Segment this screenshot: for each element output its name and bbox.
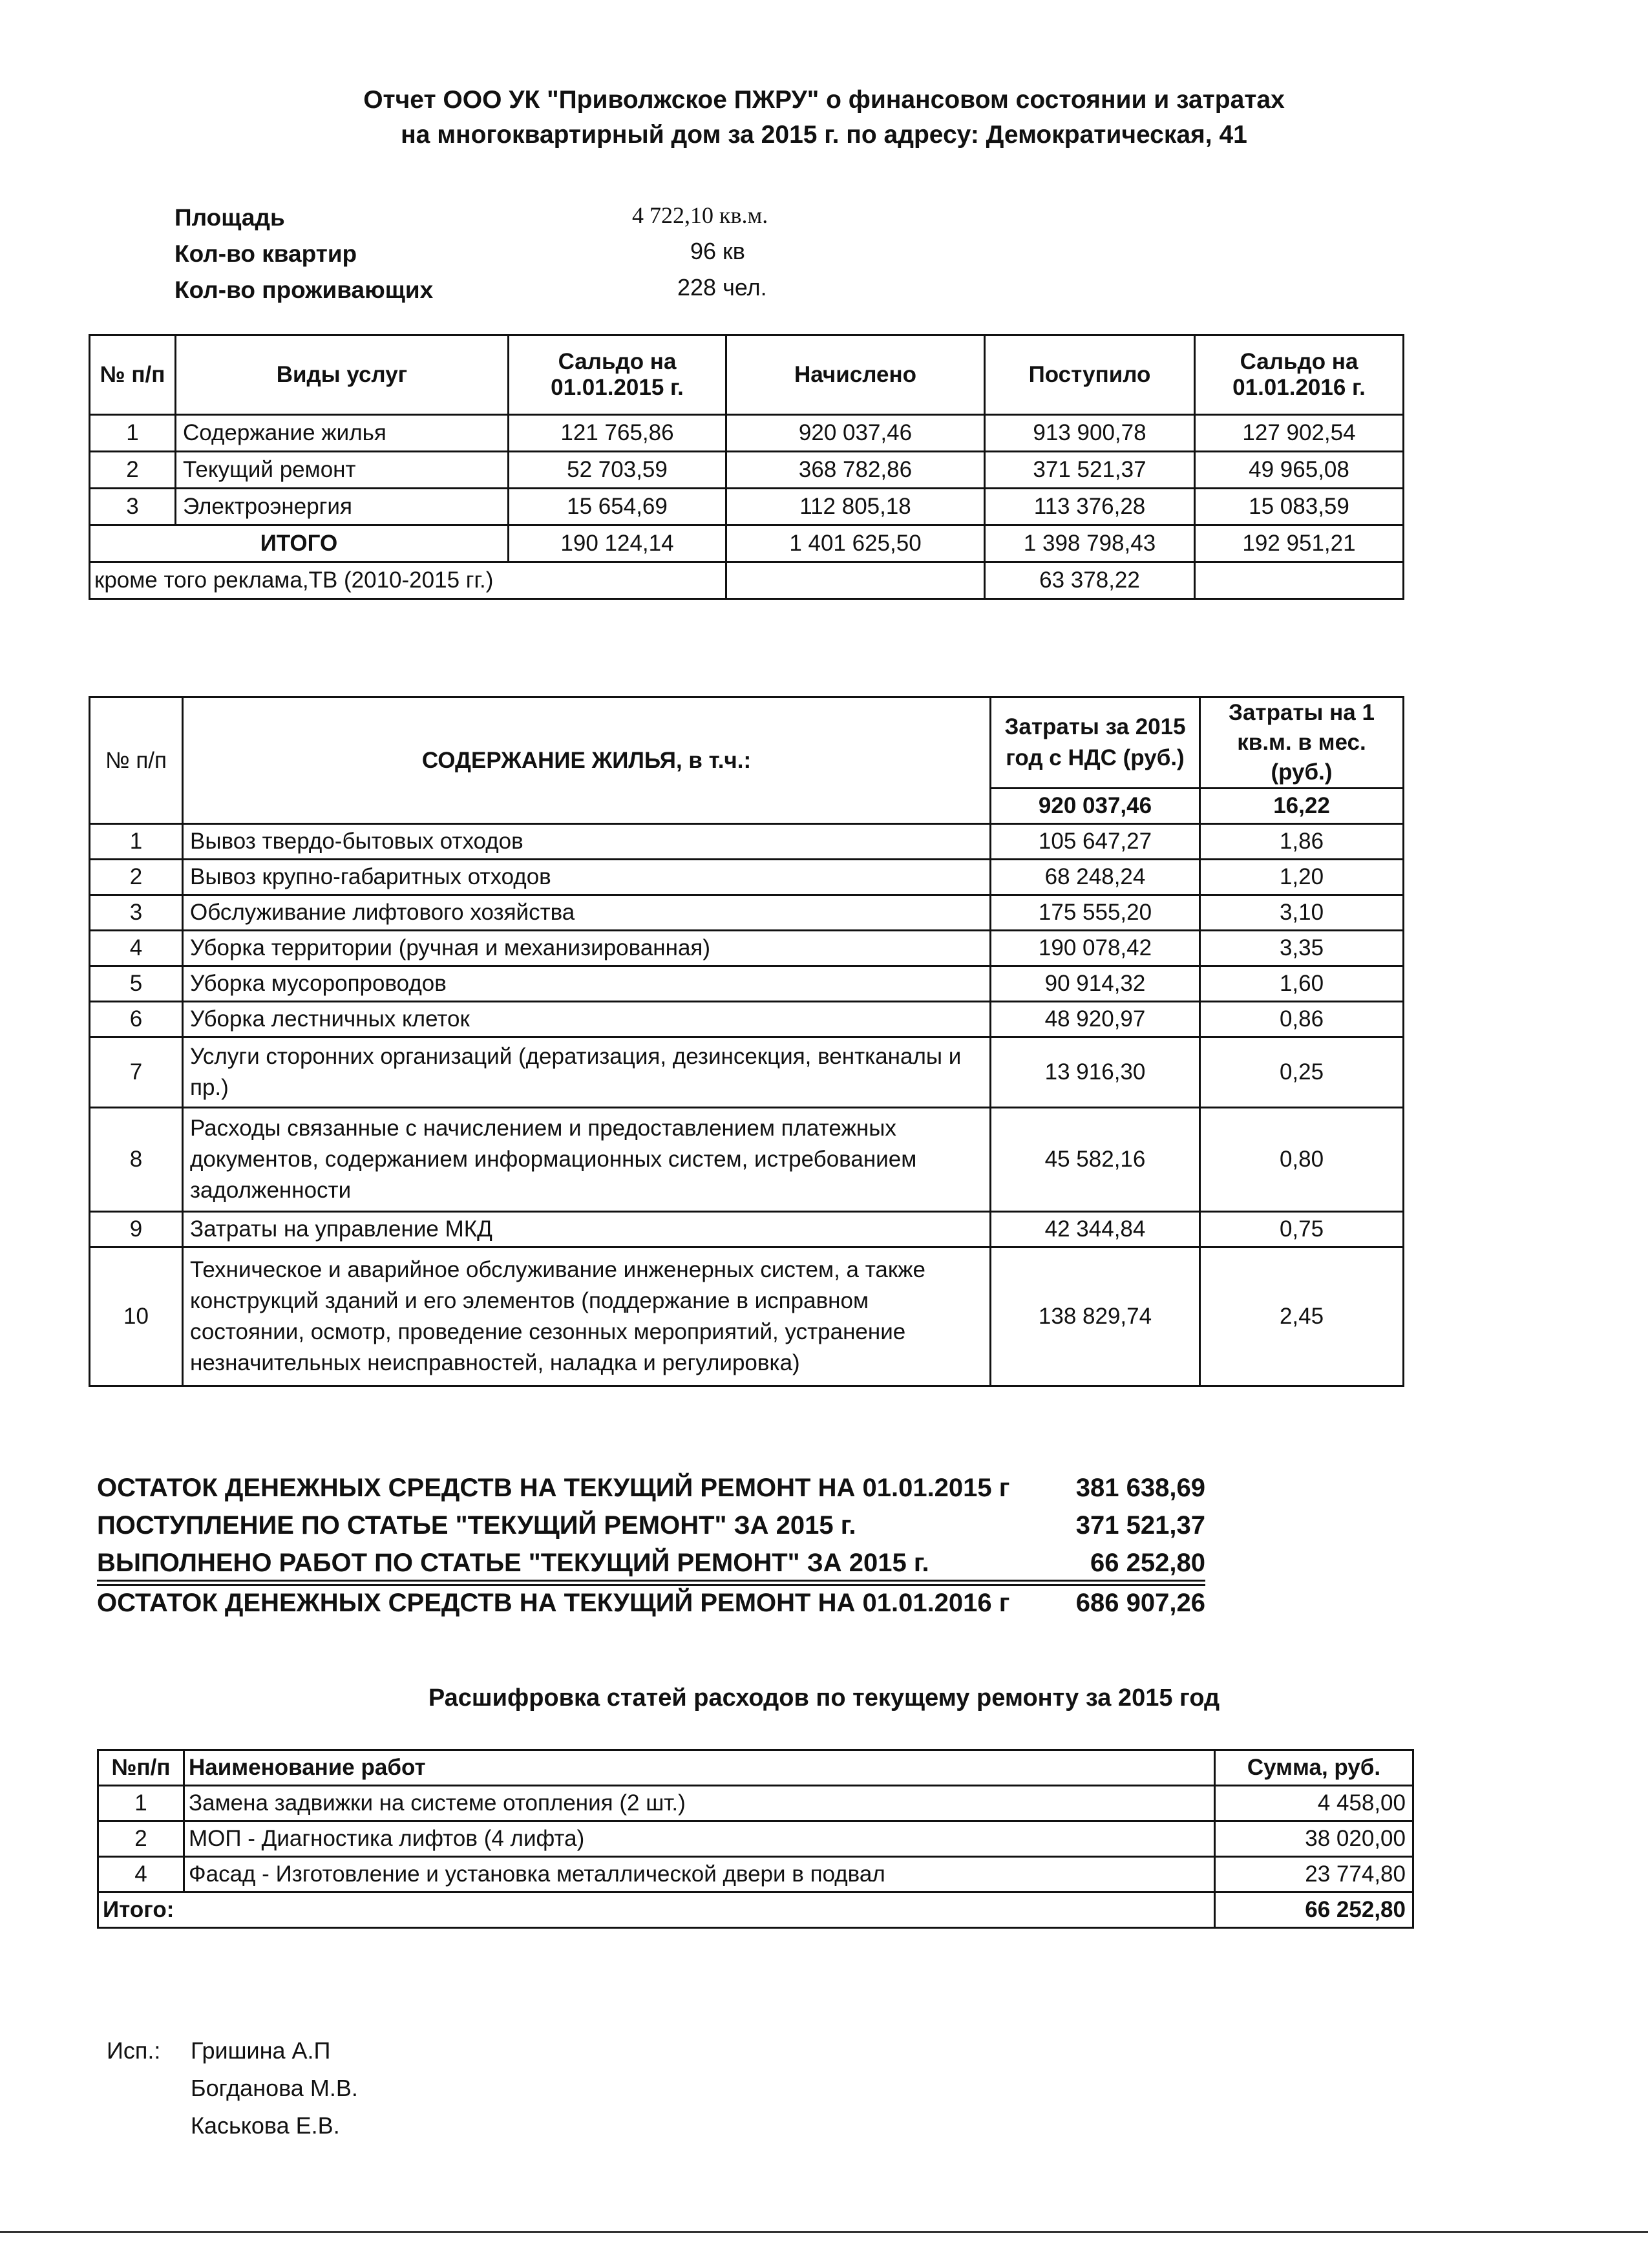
- table-row: [90, 824, 1404, 860]
- balance-2015: 121 765,86: [509, 415, 726, 452]
- maintenance-header-row: [90, 697, 1404, 789]
- services-table: [89, 334, 1404, 600]
- cost-per-m2: 1,86: [1200, 824, 1404, 860]
- work-name: Фасад - Изготовление и установка металлической двери в подвал: [184, 1857, 1215, 1892]
- residents-label: Кол-во проживающих: [174, 277, 434, 303]
- repair-summary-value: 371 521,37: [1075, 1511, 1205, 1540]
- row-number: 3: [90, 895, 183, 931]
- cost-per-m2: 0,80: [1200, 1108, 1404, 1212]
- charged: 920 037,46: [726, 415, 985, 452]
- row-number: 2: [90, 860, 183, 895]
- total-balance-2015: 190 124,14: [509, 525, 726, 562]
- annual-cost: 42 344,84: [991, 1212, 1200, 1247]
- table-row: [90, 1212, 1404, 1247]
- cost-per-m2: 2,45: [1200, 1247, 1404, 1386]
- balance-2015: 15 654,69: [509, 489, 726, 525]
- table-row: [90, 489, 1404, 525]
- table-row: [90, 895, 1404, 931]
- item-name: Уборка территории (ручная и механизированная): [183, 931, 991, 966]
- row-number: 2: [98, 1821, 184, 1857]
- residents-value: 228 чел.: [677, 274, 767, 301]
- received: 913 900,78: [985, 415, 1195, 452]
- row-number: 1: [98, 1786, 184, 1821]
- services-extra-row: [90, 562, 1404, 599]
- table-row: [90, 931, 1404, 966]
- extra-received: 63 378,22: [985, 562, 1195, 599]
- cost-per-m2: 0,75: [1200, 1212, 1404, 1247]
- annual-cost: 90 914,32: [991, 966, 1200, 1002]
- balance-2016: 49 965,08: [1195, 452, 1404, 489]
- cost-per-m2: 1,20: [1200, 860, 1404, 895]
- row-number: 1: [90, 824, 183, 860]
- item-name: Вывоз твердо-бытовых отходов: [183, 824, 991, 860]
- executor-name: Каськова Е.В.: [191, 2112, 340, 2139]
- maintenance-table: [89, 696, 1404, 1387]
- item-name: Обслуживание лифтового хозяйства: [183, 895, 991, 931]
- row-number: 2: [90, 452, 176, 489]
- col-header-work-name: Наименование работ: [184, 1750, 1215, 1786]
- col-header-service: Виды услуг: [176, 335, 509, 415]
- table-row: [90, 1247, 1404, 1386]
- breakdown-title: Расшифровка статей расходов по текущему ремонту за 2015 год: [428, 1684, 1220, 1712]
- cost-per-m2: 0,86: [1200, 1002, 1404, 1037]
- cost-per-m2: 1,60: [1200, 966, 1404, 1002]
- area-value: 4 722,10 кв.м.: [632, 202, 768, 228]
- row-number: 5: [90, 966, 183, 1002]
- item-name: Услуги сторонних организаций (дератизация, дезинсекция, вентканалы и пр.): [183, 1037, 991, 1108]
- maintenance-total-per-m2: 16,22: [1200, 789, 1404, 824]
- table-row: [90, 1037, 1404, 1108]
- col-header-received: Поступило: [985, 335, 1195, 415]
- work-amount: 4 458,00: [1215, 1786, 1413, 1821]
- table-row: [90, 966, 1404, 1002]
- row-number: 1: [90, 415, 176, 452]
- table-row: [90, 860, 1404, 895]
- item-name: Уборка лестничных клеток: [183, 1002, 991, 1037]
- col-header-charged: Начислено: [726, 335, 985, 415]
- total-balance-2016: 192 951,21: [1195, 525, 1404, 562]
- extra-label: кроме того реклама,ТВ (2010-2015 гг.): [90, 562, 726, 599]
- row-number: 8: [90, 1108, 183, 1212]
- balance-2016: 15 083,59: [1195, 489, 1404, 525]
- repair-summary-label: ПОСТУПЛЕНИЕ ПО СТАТЬЕ "ТЕКУЩИЙ РЕМОНТ" ЗА 2015 г.: [97, 1511, 856, 1540]
- col-header-amount: Сумма, руб.: [1215, 1750, 1413, 1786]
- item-name: Уборка мусоропроводов: [183, 966, 991, 1002]
- row-number: 7: [90, 1037, 183, 1108]
- total-label: ИТОГО: [90, 525, 509, 562]
- table-row: [90, 1108, 1404, 1212]
- repair-summary-value: 66 252,80: [1090, 1549, 1205, 1577]
- item-name: Затраты на управление МКД: [183, 1212, 991, 1247]
- item-name: Вывоз крупно-габаритных отходов: [183, 860, 991, 895]
- annual-cost: 138 829,74: [991, 1247, 1200, 1386]
- area-label: Площадь: [174, 204, 285, 231]
- report-title-line-2: на многоквартирный дом за 2015 г. по адресу: Демократическая, 41: [401, 121, 1247, 149]
- services-total-row: [90, 525, 1404, 562]
- executor-name: Гришина А.П: [191, 2037, 331, 2064]
- summary-divider: [97, 1580, 1205, 1582]
- charged: 368 782,86: [726, 452, 985, 489]
- work-amount: 23 774,80: [1215, 1857, 1413, 1892]
- item-name: Техническое и аварийное обслуживание инженерных систем, а также конструкций зданий и его элементов (поддержание в исправном состоянии, осмотр, проведение сезонных мероприятий, устранение незначительных неисправностей, наладка и регулировка): [183, 1247, 991, 1386]
- work-amount: 38 020,00: [1215, 1821, 1413, 1857]
- work-name: Замена задвижки на системе отопления (2 шт.): [184, 1786, 1215, 1821]
- total-charged: 1 401 625,50: [726, 525, 985, 562]
- balance-2016: 127 902,54: [1195, 415, 1404, 452]
- maintenance-total-cost: 920 037,46: [991, 789, 1200, 824]
- repair-summary-label: ОСТАТОК ДЕНЕЖНЫХ СРЕДСТВ НА ТЕКУЩИЙ РЕМОНТ НА 01.01.2015 г: [97, 1474, 1010, 1502]
- annual-cost: 175 555,20: [991, 895, 1200, 931]
- row-number: 4: [98, 1857, 184, 1892]
- executors-label: Исп.:: [107, 2037, 161, 2064]
- repair-summary-label: ВЫПОЛНЕНО РАБОТ ПО СТАТЬЕ "ТЕКУЩИЙ РЕМОНТ" ЗА 2015 г.: [97, 1549, 929, 1577]
- charged: 112 805,18: [726, 489, 985, 525]
- repair-summary-value: 381 638,69: [1075, 1474, 1205, 1502]
- received: 371 521,37: [985, 452, 1195, 489]
- row-number: 6: [90, 1002, 183, 1037]
- row-number: 4: [90, 931, 183, 966]
- summary-divider: [97, 1584, 1205, 1586]
- table-row: [90, 452, 1404, 489]
- col-header-maintenance: СОДЕРЖАНИЕ ЖИЛЬЯ, в т.ч.:: [183, 697, 991, 824]
- col-header-balance-2015: Сальдо на 01.01.2015 г.: [509, 335, 726, 415]
- row-number: 10: [90, 1247, 183, 1386]
- annual-cost: 45 582,16: [991, 1108, 1200, 1212]
- annual-cost: 68 248,24: [991, 860, 1200, 895]
- report-title-line-1: Отчет ООО УК "Приволжское ПЖРУ" о финансовом состоянии и затратах: [363, 86, 1285, 114]
- table-row: [90, 415, 1404, 452]
- service-name: Текущий ремонт: [176, 452, 509, 489]
- services-header-row: [90, 335, 1404, 415]
- breakdown-total-value: 66 252,80: [1215, 1892, 1413, 1928]
- col-header-annual-cost: Затраты за 2015 год с НДС (руб.): [991, 697, 1200, 789]
- repair-breakdown-table: [97, 1749, 1414, 1929]
- cost-per-m2: 3,35: [1200, 931, 1404, 966]
- service-name: Электроэнергия: [176, 489, 509, 525]
- apartments-value: 96 кв: [690, 238, 745, 264]
- col-header-number: №п/п: [98, 1750, 184, 1786]
- repair-summary-label: ОСТАТОК ДЕНЕЖНЫХ СРЕДСТВ НА ТЕКУЩИЙ РЕМОНТ НА 01.01.2016 г: [97, 1589, 1010, 1617]
- work-name: МОП - Диагностика лифтов (4 лифта): [184, 1821, 1215, 1857]
- annual-cost: 190 078,42: [991, 931, 1200, 966]
- extra-charged: [726, 562, 985, 599]
- balance-2015: 52 703,59: [509, 452, 726, 489]
- col-header-number: № п/п: [90, 335, 176, 415]
- executor-name: Богданова М.В.: [191, 2075, 358, 2101]
- col-header-balance-2016: Сальдо на 01.01.2016 г.: [1195, 335, 1404, 415]
- table-row: [98, 1786, 1413, 1821]
- table-row: [98, 1821, 1413, 1857]
- row-number: 3: [90, 489, 176, 525]
- apartments-label: Кол-во квартир: [174, 240, 357, 267]
- item-name: Расходы связанные с начислением и предоставлением платежных документов, содержанием информационных систем, истребованием задолженности: [183, 1108, 991, 1212]
- breakdown-total-label: Итого:: [98, 1892, 1215, 1928]
- received: 113 376,28: [985, 489, 1195, 525]
- annual-cost: 105 647,27: [991, 824, 1200, 860]
- annual-cost: 13 916,30: [991, 1037, 1200, 1108]
- breakdown-total-row: [98, 1892, 1413, 1928]
- extra-balance: [1195, 562, 1404, 599]
- table-row: [98, 1857, 1413, 1892]
- page-bottom-divider: [0, 2231, 1648, 2233]
- breakdown-header-row: [98, 1750, 1413, 1786]
- service-name: Содержание жилья: [176, 415, 509, 452]
- cost-per-m2: 0,25: [1200, 1037, 1404, 1108]
- annual-cost: 48 920,97: [991, 1002, 1200, 1037]
- col-header-cost-per-m2: Затраты на 1 кв.м. в мес. (руб.): [1200, 697, 1404, 789]
- table-row: [90, 1002, 1404, 1037]
- col-header-number: № п/п: [90, 697, 183, 824]
- cost-per-m2: 3,10: [1200, 895, 1404, 931]
- row-number: 9: [90, 1212, 183, 1247]
- repair-summary-value: 686 907,26: [1075, 1589, 1205, 1617]
- total-received: 1 398 798,43: [985, 525, 1195, 562]
